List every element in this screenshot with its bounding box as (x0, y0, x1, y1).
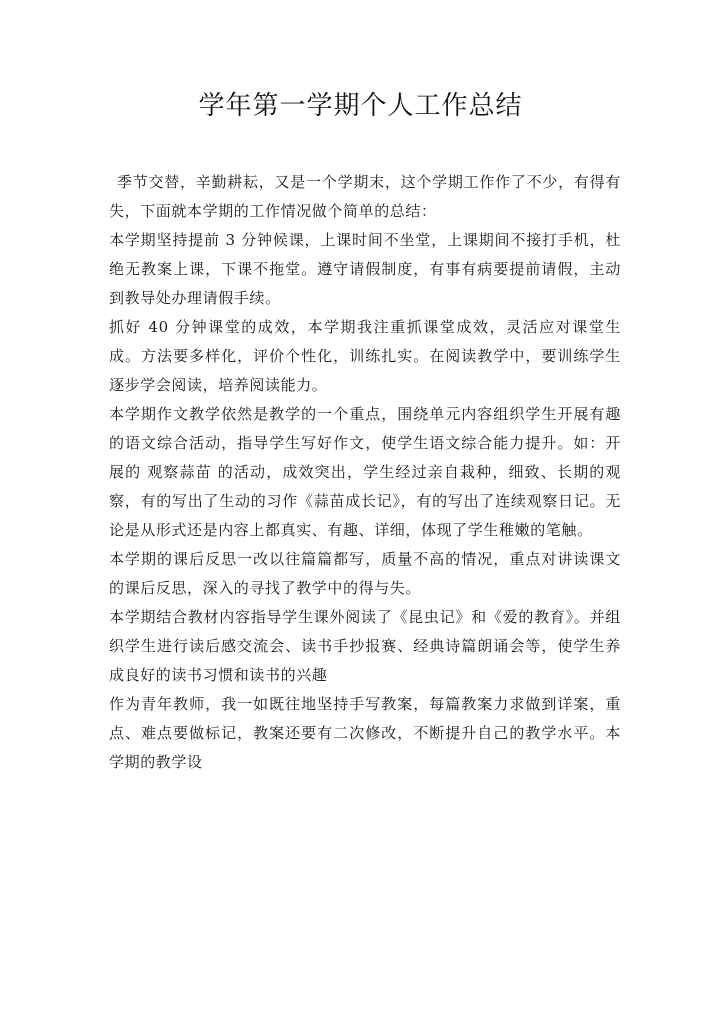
paragraph-classroom-efficiency: 抓好 40 分钟课堂的成效，本学期我注重抓课堂成效，灵活应对课堂生成。方法要多样化，评价个性化，训练扎实。在阅读教学中，要训练学生逐步学会阅读，培养阅读能力。 (109, 318, 621, 394)
paragraph-extracurricular-reading: 本学期结合教材内容指导学生课外阅读了《昆虫记》和《爱的教育》。并组织学生进行读后感交流会、读书手抄报赛、经典诗篇朗诵会等，使学生养成良好的读书习惯和读书的兴趣 (109, 608, 621, 684)
paragraph-attendance: 本学期坚持提前 3 分钟候课，上课时间不坐堂，上课期间不接打手机，杜绝无教案上课，下课不拖堂。遵守请假制度，有事有病要提前请假，主动到教导处办理请假手续。 (109, 231, 621, 307)
paragraph-lesson-plans: 作为青年教师，我一如既往地坚持手写教案，每篇教案力求做到详案，重点、难点要做标记，教案还要有二次修改，不断提升自己的教学水平。本学期的教学设 (109, 695, 621, 771)
paragraph-intro: 季节交替，辛勤耕耘，又是一个学期末，这个学期工作作了不少，有得有失，下面就本学期的工作情况做个简单的总结： (109, 173, 621, 220)
paragraph-composition-teaching: 本学期作文教学依然是教学的一个重点，围绕单元内容组织学生开展有趣的语文综合活动，指导学生写好作文，使学生语文综合能力提升。如：开展的 观察蒜苗 的活动，成效突出，学生经过亲自栽种，细致、长期的观察，有的写出了生动的习作《蒜苗成长记》，有的写出了连续观察日记。无论是从形式还是内容上都真实、有趣、详细，体现了学生稚嫩的笔触。 (109, 405, 621, 539)
document-title: 学年第一学期个人工作总结 (198, 91, 523, 121)
document-body (109, 168, 621, 777)
paragraph-reflection: 本学期的课后反思一改以往篇篇都写，质量不高的情况，重点对讲读课文的课后反思，深入的寻找了教学中的得与失。 (109, 550, 621, 597)
